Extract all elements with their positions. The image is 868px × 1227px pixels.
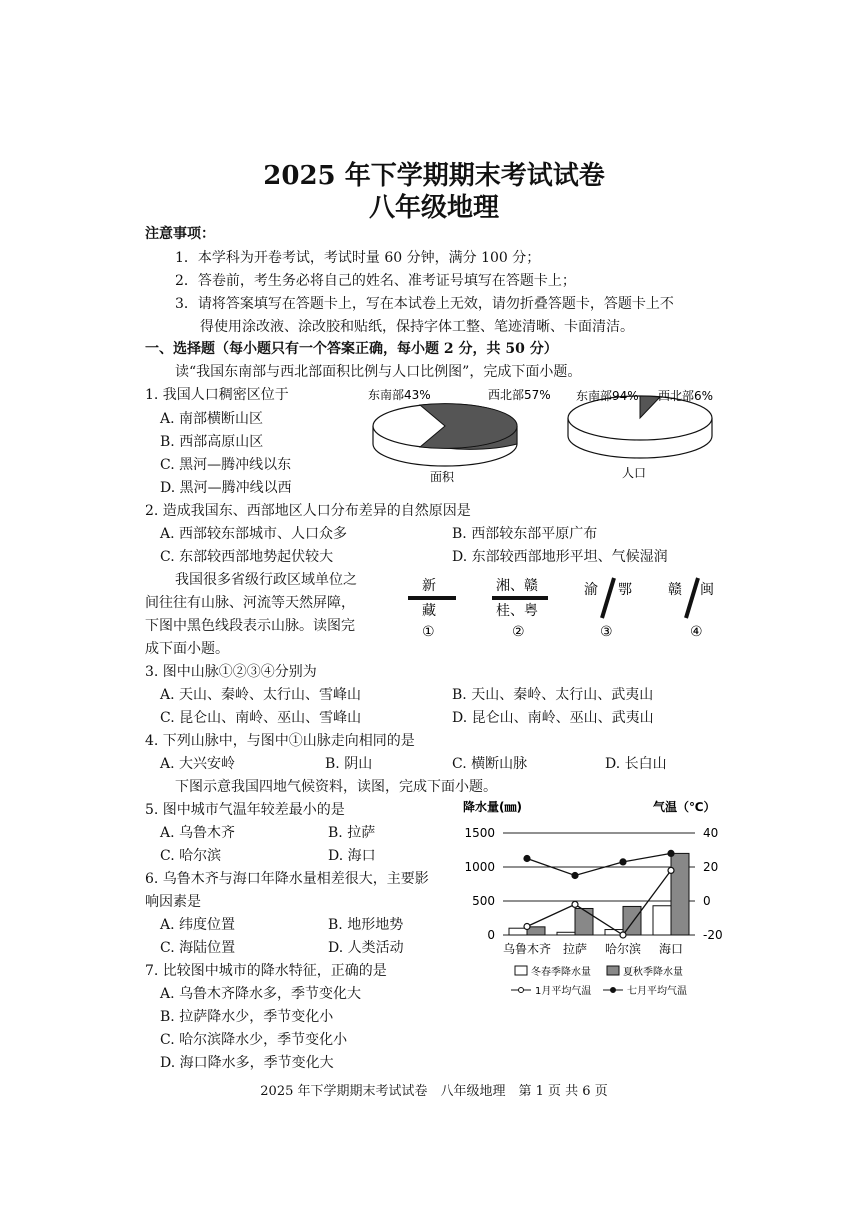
population-caption: 人口 <box>622 466 647 480</box>
population-southeast-label: 东南部94% <box>576 389 639 403</box>
legend-label: 七月平均气温 <box>627 986 687 997</box>
option: B. 西部高原山区 <box>160 434 264 450</box>
question-stem: 4. 下列山脉中，与图中①山脉走向相同的是 <box>145 733 415 749</box>
option: B. 拉萨 <box>328 825 376 841</box>
notice-item: 1．本学科为开卷考试，考试时量 60 分钟，满分 100 分； <box>175 250 541 266</box>
option: D. 黑河—腾冲线以西 <box>160 480 292 496</box>
question-stem: 6. 乌鲁木齐与海口年降水量相差很大，主要影 <box>145 871 429 887</box>
notice-item: 3．请将答案填写在答题卡上，写在本试卷上无效，请勿折叠答题卡，答题卡上不 <box>175 296 674 312</box>
notice-item: 得使用涂改液、涂改胶和贴纸，保持字体工整、笔迹清晰、卡面清洁。 <box>200 319 634 335</box>
legend-marker-jan <box>519 988 524 993</box>
y-tick-right: 20 <box>703 860 719 874</box>
y-tick-right: -20 <box>703 928 723 942</box>
question-stem: 7. 比较图中城市的降水特征，正确的是 <box>145 963 387 979</box>
point-jul-temp <box>524 856 530 862</box>
option: D. 昆仑山、南岭、巫山、武夷山 <box>452 710 654 726</box>
y-tick-left: 500 <box>472 894 495 908</box>
legend-label: 夏秋季降水量 <box>623 967 683 978</box>
line-jul-temp <box>527 853 671 875</box>
option: B. 西部较东部平原广布 <box>452 526 598 542</box>
y-tick-left: 1000 <box>464 860 495 874</box>
figure-number: ② <box>512 624 525 640</box>
option: A. 大兴安岭 <box>160 756 236 772</box>
section-intro: 间往往有山脉、河流等天然屏障， <box>145 595 355 611</box>
exam-title: 2025 年下学期期末考试试卷 <box>263 161 605 191</box>
question-stem: 3. 图中山脉①②③④分别为 <box>145 664 317 680</box>
mountain-line <box>686 578 698 618</box>
point-jan-temp <box>524 924 530 930</box>
option: C. 哈尔滨 <box>160 848 222 864</box>
province-label: 新 <box>422 578 436 594</box>
option: C. 横断山脉 <box>452 756 528 772</box>
population-northwest-label: 西北部6% <box>658 389 714 403</box>
section-intro: 我国很多省级行政区域单位之 <box>175 572 357 588</box>
y-tick-left: 0 <box>487 928 495 942</box>
area-southeast-label: 东南部43% <box>368 388 431 402</box>
section-intro: 下图示意我国四地气候资料，读图，完成下面小题。 <box>175 779 497 795</box>
option: D. 海口 <box>328 848 376 864</box>
option: B. 阴山 <box>325 756 373 772</box>
province-label: 赣 <box>668 582 682 598</box>
figure-number: ④ <box>690 624 703 640</box>
option: D. 长白山 <box>605 756 667 772</box>
legend-marker-jul <box>611 988 616 993</box>
legend-swatch-winter-spring <box>515 966 527 975</box>
legend-label: 1月平均气温 <box>535 986 592 997</box>
province-label: 鄂 <box>618 582 632 598</box>
option: B. 地形地势 <box>328 917 404 933</box>
legend-label: 冬春季降水量 <box>531 967 591 978</box>
point-jan-temp <box>620 932 626 938</box>
area-northwest-label: 西北部57% <box>488 388 551 402</box>
option: C. 海陆位置 <box>160 940 236 956</box>
legend-swatch-summer-autumn <box>607 966 619 975</box>
option: A. 乌鲁木齐降水多，季节变化大 <box>160 986 362 1002</box>
section-intro: 成下面小题。 <box>145 641 229 657</box>
population-pie <box>568 396 712 458</box>
point-jul-temp <box>620 859 626 865</box>
bar-winter-spring <box>653 906 671 935</box>
line-jan-temp <box>527 870 671 935</box>
province-label: 桂、粤 <box>496 603 538 619</box>
climate-chart <box>455 795 725 1005</box>
question-stem: 2. 造成我国东、西部地区人口分布差异的自然原因是 <box>145 503 471 519</box>
option: B. 拉萨降水少，季节变化小 <box>160 1009 334 1025</box>
x-tick-label: 哈尔滨 <box>604 942 642 956</box>
option: D. 东部较西部地形平坦、气候湿润 <box>452 549 668 565</box>
option: A. 天山、秦岭、太行山、雪峰山 <box>160 687 362 703</box>
option: A. 乌鲁木齐 <box>160 825 236 841</box>
option: D. 人类活动 <box>328 940 404 956</box>
notice-heading: 注意事项： <box>145 226 215 242</box>
area-pie <box>373 404 517 466</box>
province-label: 湘、赣 <box>496 578 538 594</box>
bar-winter-spring <box>557 932 575 935</box>
province-label: 藏 <box>422 603 436 619</box>
y-axis-left-label: 降水量(㎜) <box>463 800 522 814</box>
bar-summer-autumn <box>671 853 689 935</box>
option: B. 天山、秦岭、太行山、武夷山 <box>452 687 654 703</box>
y-tick-right: 0 <box>703 894 711 908</box>
question-stem: 1. 我国人口稠密区位于 <box>145 387 289 403</box>
figure-number: ③ <box>600 624 613 640</box>
mountain-figure <box>400 570 730 642</box>
bar-winter-spring <box>509 928 527 935</box>
option: C. 黑河—腾冲线以东 <box>160 457 292 473</box>
province-label: 渝 <box>584 582 598 598</box>
figure-number: ① <box>422 624 435 640</box>
point-jan-temp <box>572 901 578 907</box>
y-axis-right-label: 气温（℃） <box>653 800 716 814</box>
point-jul-temp <box>668 850 674 856</box>
x-tick-label: 乌鲁木齐 <box>502 942 552 956</box>
section-heading: 一、选择题（每小题只有一个答案正确，每小题 2 分，共 50 分） <box>145 341 558 357</box>
notice-item: 2．答卷前，考生务必将自己的姓名、准考证号填写在答题卡上； <box>175 273 576 289</box>
y-tick-left: 1500 <box>464 826 495 840</box>
option: C. 哈尔滨降水少，季节变化小 <box>160 1032 348 1048</box>
option: D. 海口降水多，季节变化大 <box>160 1055 334 1071</box>
point-jan-temp <box>668 867 674 873</box>
option: A. 西部较东部城市、人口众多 <box>160 526 348 542</box>
section-intro: 下图中黑色线段表示山脉。读图完 <box>145 618 355 634</box>
mountain-line <box>408 596 456 600</box>
province-label: 闽 <box>700 582 714 598</box>
question-stem: 响因素是 <box>145 894 201 910</box>
section-intro: 读“我国东南部与西北部面积比例与人口比例图”，完成下面小题。 <box>175 364 582 380</box>
exam-subject: 八年级地理 <box>368 193 499 223</box>
bar-summer-autumn <box>575 908 593 935</box>
area-population-figure <box>360 380 730 488</box>
mountain-line <box>492 596 548 600</box>
question-stem: 5. 图中城市气温年较差最小的是 <box>145 802 345 818</box>
page-footer: 2025 年下学期期末考试试卷 八年级地理 第 1 页 共 6 页 <box>260 1084 608 1099</box>
y-tick-right: 40 <box>703 826 719 840</box>
mountain-line <box>602 578 614 618</box>
x-tick-label: 海口 <box>658 942 684 956</box>
option: C. 昆仑山、南岭、巫山、雪峰山 <box>160 710 362 726</box>
x-tick-label: 拉萨 <box>562 942 588 956</box>
area-caption: 面积 <box>430 470 455 484</box>
option: A. 纬度位置 <box>160 917 236 933</box>
option: C. 东部较西部地势起伏较大 <box>160 549 334 565</box>
point-jul-temp <box>572 873 578 879</box>
option: A. 南部横断山区 <box>160 411 264 427</box>
